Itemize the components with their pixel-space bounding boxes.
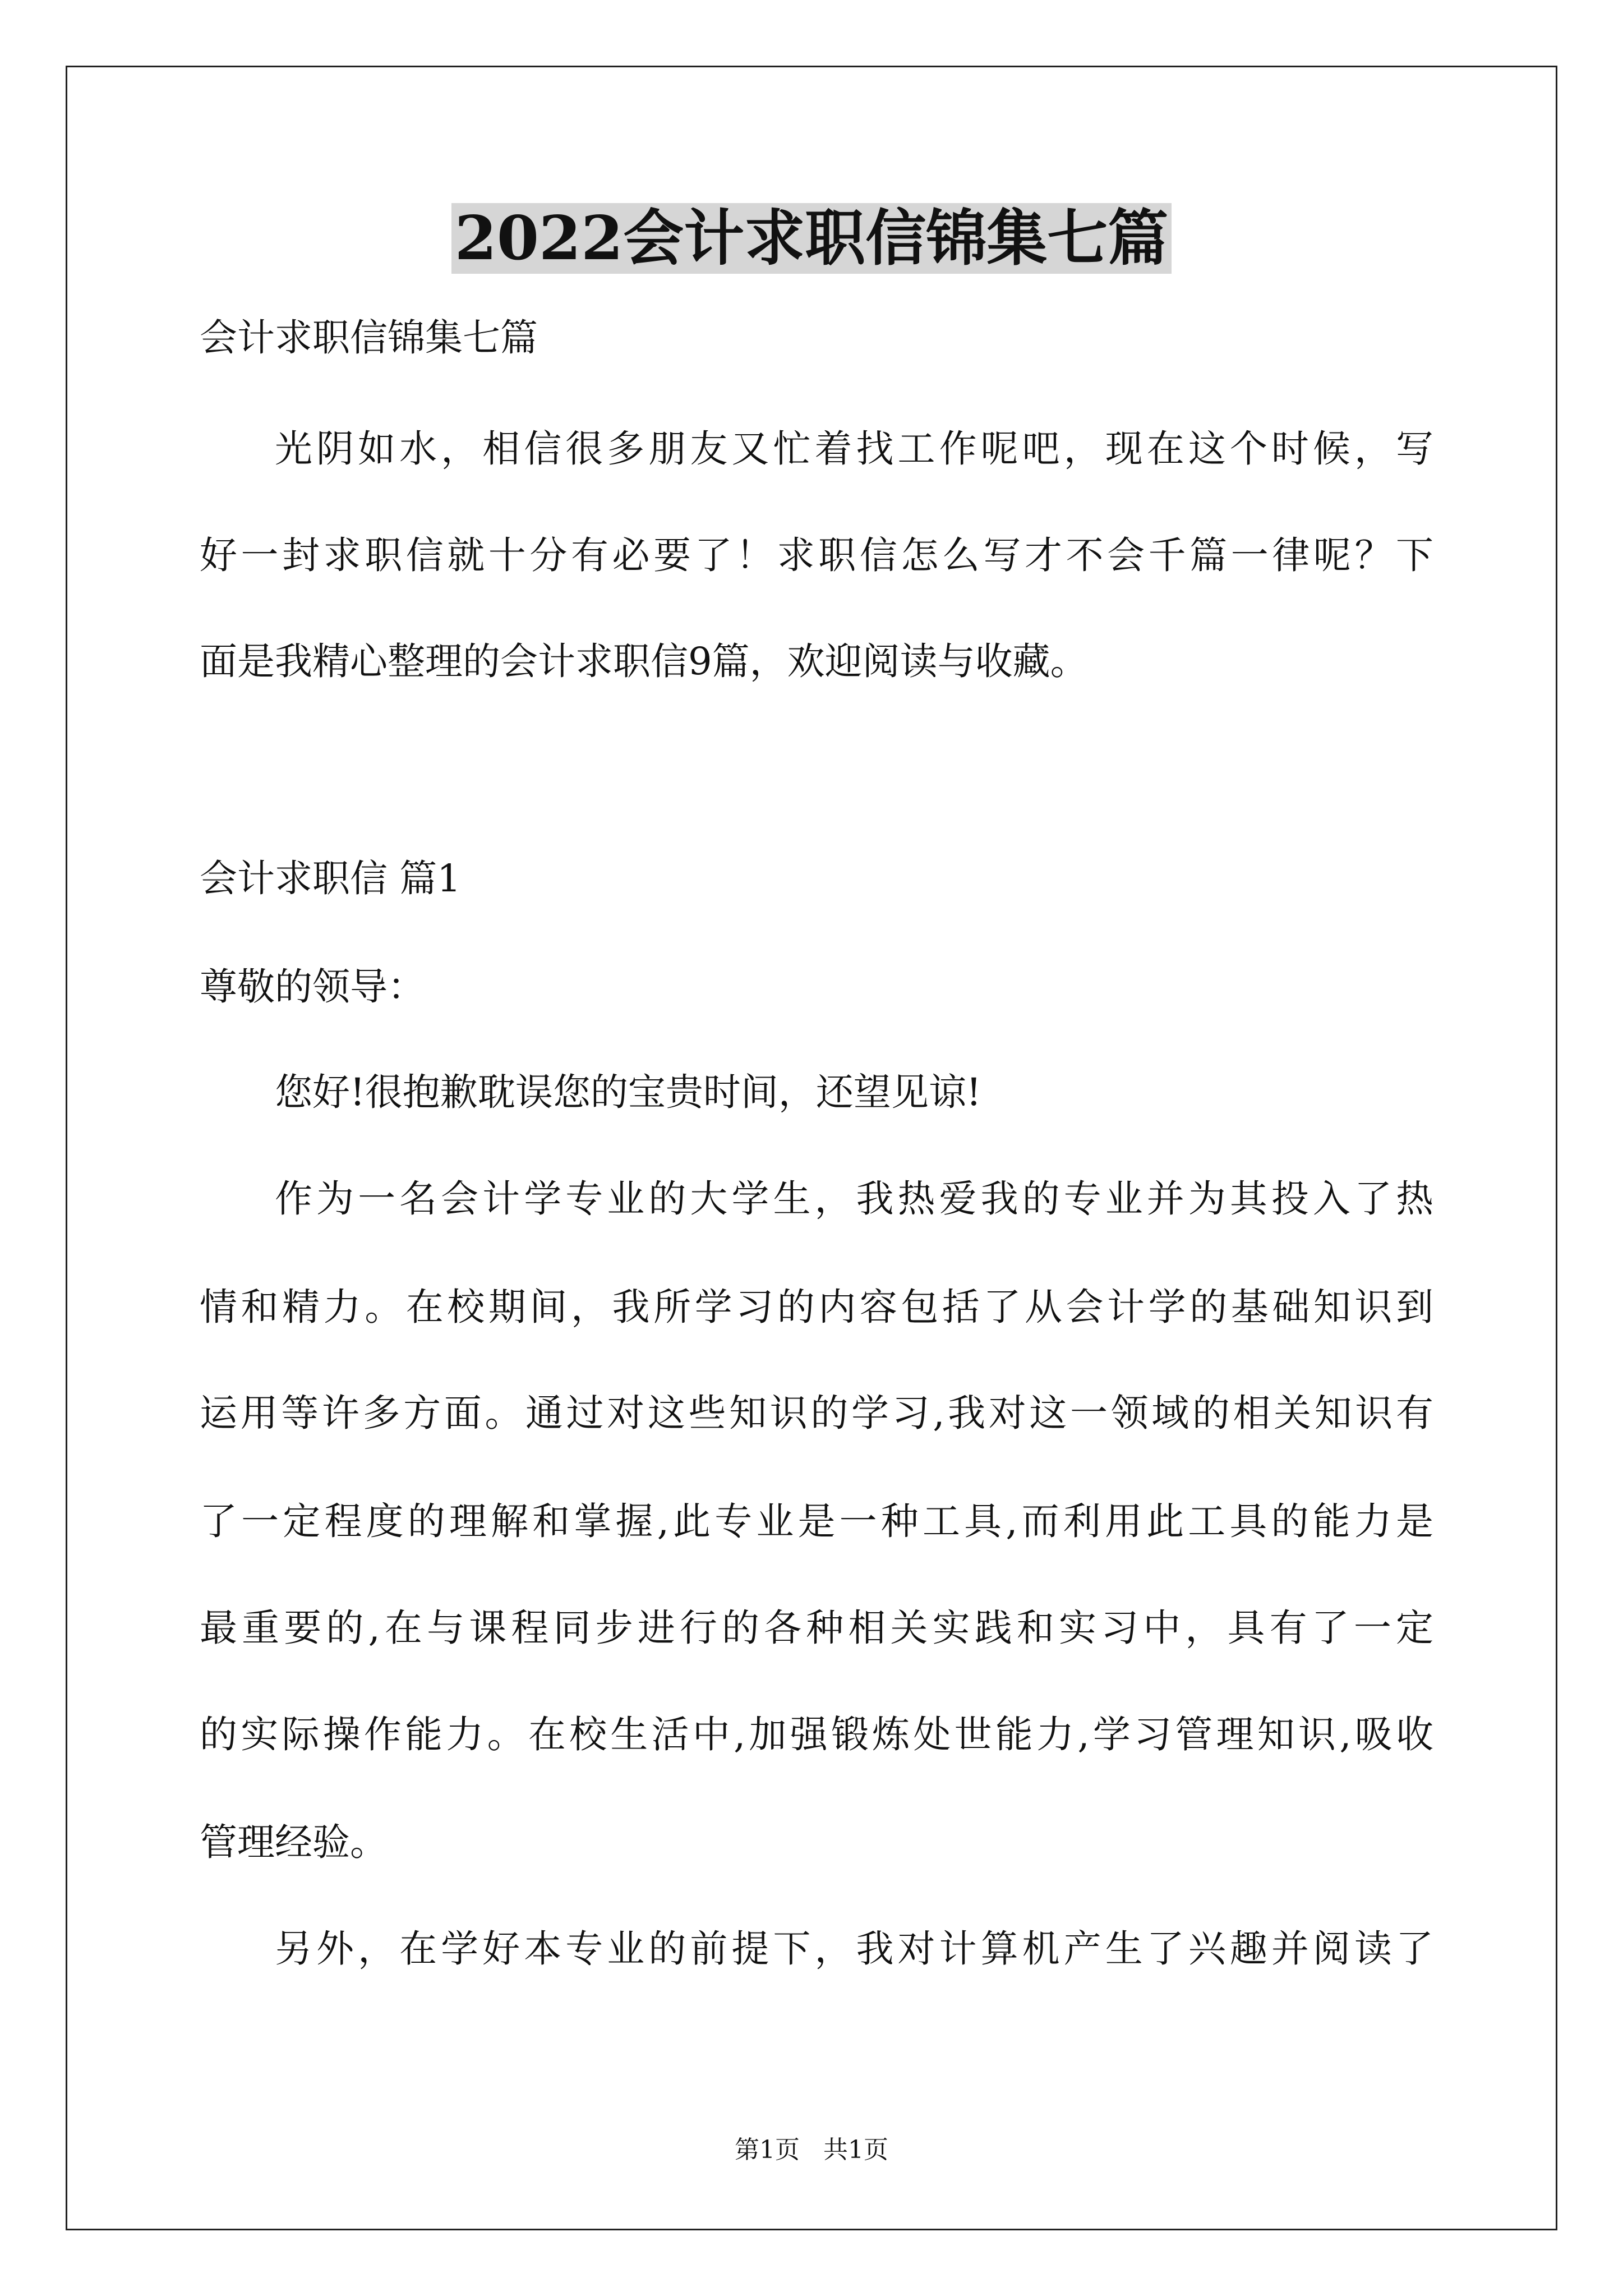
body-line-4: 了一定程度的理解和掌握,此专业是一种工具,而利用此工具的能力是 <box>200 1499 1433 1543</box>
page-border <box>66 66 1557 2230</box>
section-heading: 会计求职信 篇1 <box>200 857 461 900</box>
document-title <box>0 199 1623 278</box>
greeting-line: 您好!很抱歉耽误您的宝贵时间，还望见谅! <box>275 1070 981 1114</box>
salutation: 尊敬的领导： <box>200 965 425 1009</box>
document-subtitle: 会计求职信锦集七篇 <box>200 316 538 360</box>
document-title-text: 2022会计求职信锦集七篇 <box>451 203 1172 274</box>
body-line-3: 运用等许多方面。通过对这些知识的学习,我对这一领域的相关知识有 <box>200 1391 1433 1435</box>
body-line-1: 作为一名会计学专业的大学生，我热爱我的专业并为其投入了热 <box>275 1177 1433 1221</box>
body-line-7: 管理经验。 <box>200 1820 388 1864</box>
body-line-8: 另外，在学好本专业的前提下，我对计算机产生了兴趣并阅读了 <box>275 1927 1433 1971</box>
body-line-5: 最重要的,在与课程同步进行的各种相关实践和实习中，具有了一定 <box>200 1606 1433 1650</box>
body-line-6: 的实际操作能力。在校生活中,加强锻炼处世能力,学习管理知识,吸收 <box>200 1713 1433 1756</box>
body-line-2: 情和精力。在校期间，我所学习的内容包括了从会计学的基础知识到 <box>200 1285 1433 1329</box>
intro-line-1: 光阴如水，相信很多朋友又忙着找工作呢吧，现在这个时候，写 <box>275 427 1433 471</box>
intro-line-3: 面是我精心整理的会计求职信9篇，欢迎阅读与收藏。 <box>200 639 1088 683</box>
intro-line-2: 好一封求职信就十分有必要了！求职信怎么写才不会千篇一律呢？下 <box>200 533 1433 577</box>
page-number-footer: 第1页 共1页 <box>735 2136 888 2164</box>
